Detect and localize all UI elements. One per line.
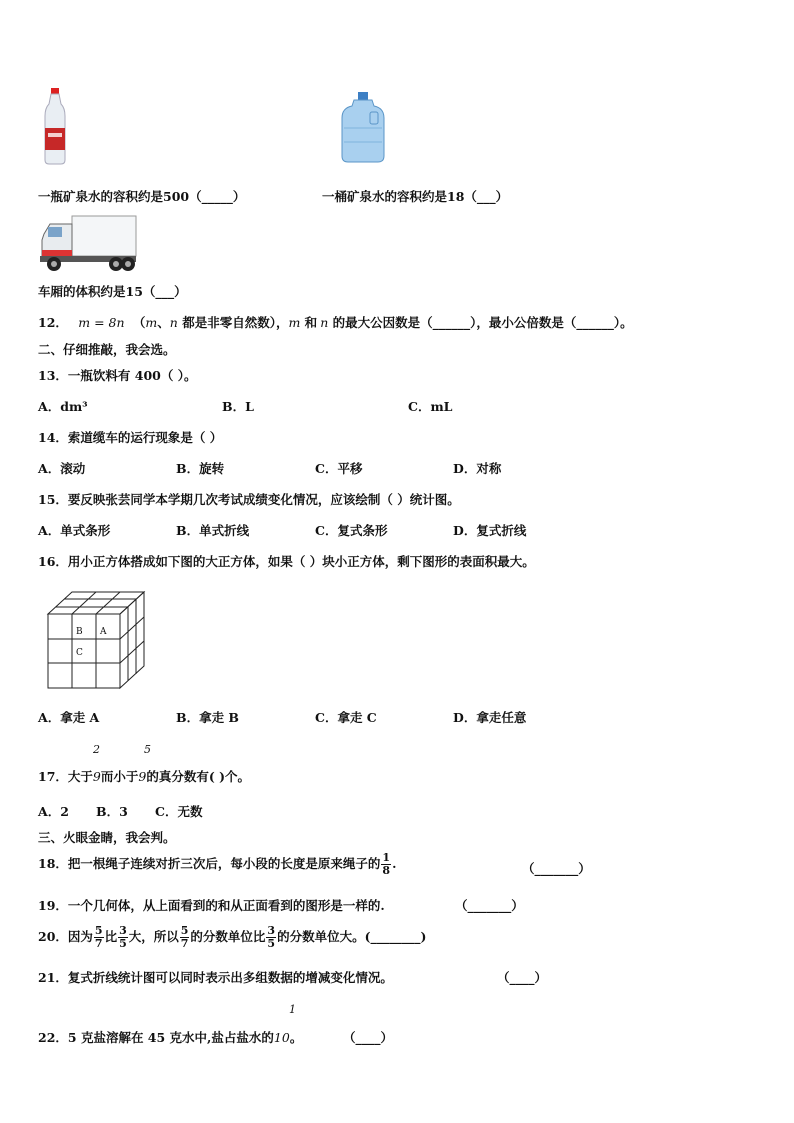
q14-option-c[interactable]: C．平移 bbox=[315, 461, 363, 476]
cube-figure bbox=[46, 590, 156, 692]
q17-option-c[interactable]: C．无数 bbox=[155, 804, 203, 819]
q19-answer-blank[interactable]: （_______） bbox=[455, 898, 524, 913]
question-14: 14．索道缆车的运行现象是（ ） bbox=[38, 430, 223, 445]
q14-option-a[interactable]: A．滚动 bbox=[38, 461, 86, 476]
q15-option-a[interactable]: A．单式条形 bbox=[38, 523, 111, 538]
q16-option-c[interactable]: C．拿走 C bbox=[315, 710, 377, 725]
q17-option-a[interactable]: A．2 bbox=[38, 804, 69, 819]
water-jug-image bbox=[340, 92, 386, 164]
section-3-heading: 三、火眼金睛，我会判。 bbox=[38, 830, 176, 845]
question-19: 19．一个几何体，从上面看到的和从正面看到的图形是一样的. bbox=[38, 898, 385, 913]
question-16: 16．用小正方体搭成如下图的大正方体，如果（ ）块小正方体，剩下图形的表面积最大。 bbox=[38, 554, 535, 569]
section-2-heading: 二、仔细推敲，我会选。 bbox=[38, 342, 176, 357]
q15-option-b[interactable]: B．单式折线 bbox=[176, 523, 250, 538]
q14-option-d[interactable]: D．对称 bbox=[453, 461, 502, 476]
q21-answer-blank[interactable]: （____） bbox=[497, 970, 548, 985]
q16-option-a[interactable]: A．拿走 A bbox=[38, 710, 100, 725]
q17-option-b[interactable]: B．3 bbox=[96, 804, 128, 819]
q17-frac1-num: 2 bbox=[93, 743, 100, 756]
cube-label-b: B bbox=[76, 627, 83, 637]
q22-answer-blank[interactable]: （____） bbox=[343, 1030, 394, 1045]
q15-option-d[interactable]: D．复式折线 bbox=[453, 523, 527, 538]
truck-image bbox=[38, 212, 138, 274]
bottle-capacity-question: 一瓶矿泉水的容积约是500（_____） bbox=[38, 189, 246, 204]
q22-frac-num: 1 bbox=[289, 1003, 296, 1016]
q14-option-b[interactable]: B．旋转 bbox=[176, 461, 225, 476]
truck-volume-question: 车厢的体积约是15（___） bbox=[38, 284, 187, 299]
q13-option-b[interactable]: B．L bbox=[222, 399, 254, 414]
q17-frac2-num: 5 bbox=[144, 743, 151, 756]
cube-label-a: A bbox=[100, 627, 107, 637]
question-20: 20．因为 $\frac{5}{7}$ 比 $\frac{3}{5}$ 大，所以 $\frac{5}{7}$ 的分数单位比 $\frac{3}{5}$ 的分数单位大。(________) bbox=[38, 924, 427, 950]
question-12: 12． m = 8n （m、n 都是非零自然数），m 和 n 的最大公因数是（______），最小公倍数是（______）。 bbox=[38, 315, 633, 330]
q18-fraction: $\frac{1}{8}$ bbox=[382, 851, 391, 877]
question-17: 17．大于9而小于9的真分数有( )个。 bbox=[38, 769, 251, 784]
question-21: 21．复式折线统计图可以同时表示出多组数据的增减变化情况。 bbox=[38, 970, 393, 985]
q13-option-a[interactable]: A．dm³ bbox=[38, 399, 88, 414]
question-18: 18．把一根绳子连续对折三次后，每小段的长度是原来绳子的 $\frac{1}{8}$ . bbox=[38, 851, 397, 877]
jug-capacity-question: 一桶矿泉水的容积约是18（___） bbox=[322, 189, 509, 204]
question-22: 22．5 克盐溶解在 45 克水中,盐占盐水的10。 bbox=[38, 1030, 303, 1045]
q16-option-b[interactable]: B．拿走 B bbox=[176, 710, 239, 725]
q13-option-c[interactable]: C．mL bbox=[408, 399, 453, 414]
question-15: 15．要反映张芸同学本学期几次考试成绩变化情况，应该绘制（ ）统计图。 bbox=[38, 492, 460, 507]
water-bottle-image bbox=[40, 86, 70, 166]
cube-label-c: C bbox=[76, 648, 83, 658]
q18-answer-blank[interactable]: （_______） bbox=[522, 861, 591, 876]
q15-option-c[interactable]: C．复式条形 bbox=[315, 523, 388, 538]
q16-option-d[interactable]: D．拿走任意 bbox=[453, 710, 527, 725]
question-13: 13．一瓶饮料有 400（ ）。 bbox=[38, 368, 197, 383]
